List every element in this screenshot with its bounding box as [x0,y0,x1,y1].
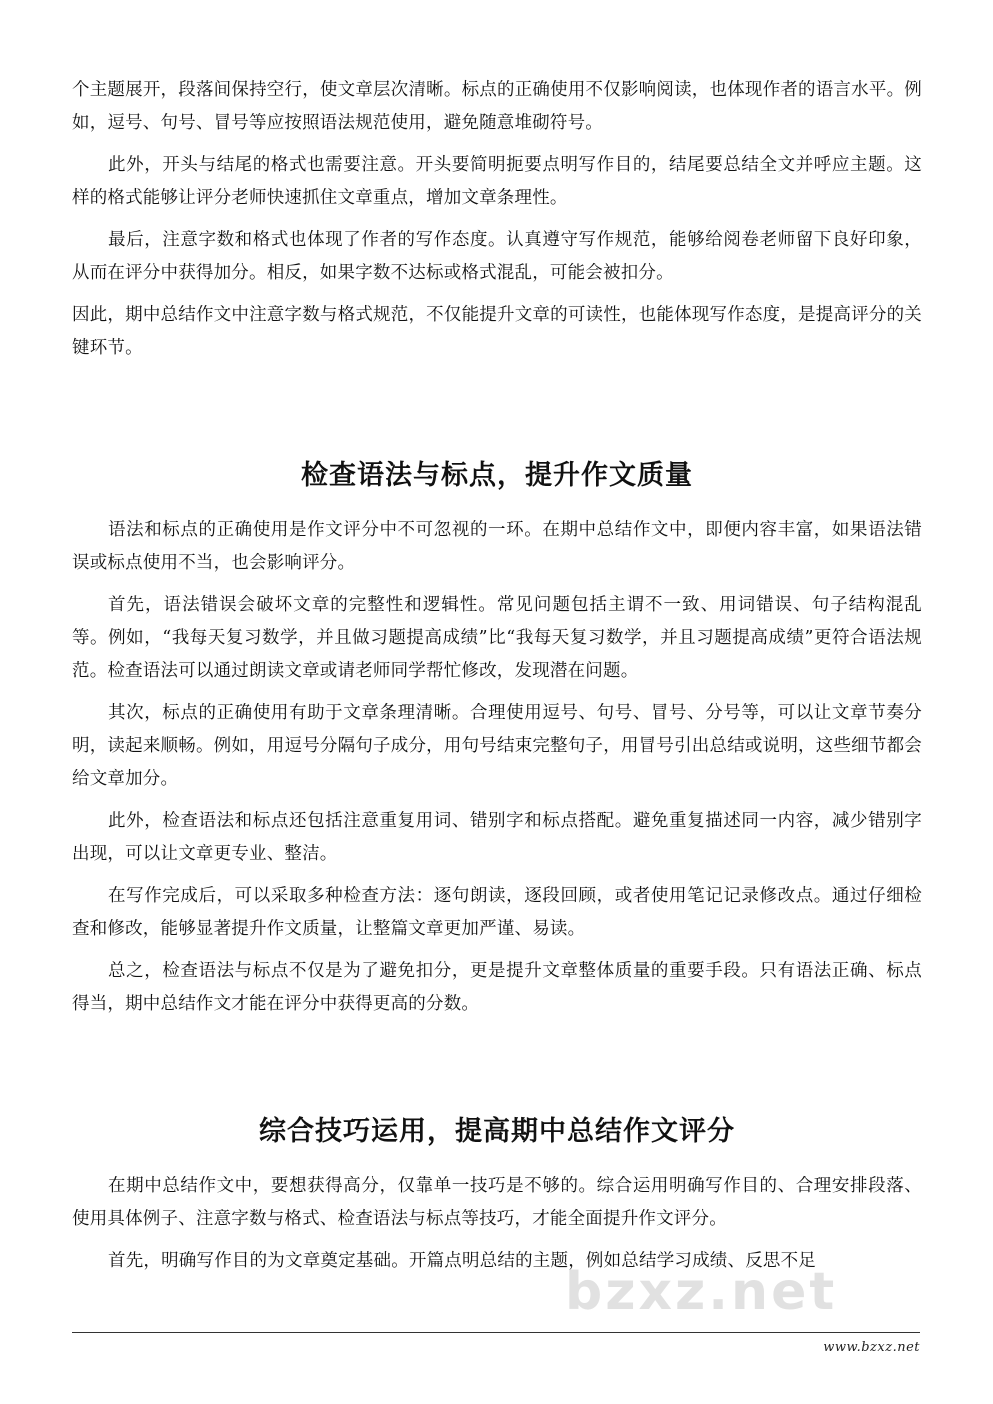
section1-paragraph-3: 其次，标点的正确使用有助于文章条理清晰。合理使用逗号、句号、冒号、分号等，可以让文章节奏分明，读起来顺畅。例如，用逗号分隔句子成分，用句号结束完整句子，用冒号引出总结或说明，这些细节都会给文章加分。 [72,703,922,789]
intro-paragraph-1: 个主题展开，段落间保持空行，使文章层次清晰。标点的正确使用不仅影响阅读，也体现作者的语言水平。例如，逗号、句号、冒号等应按照语法规范使用，避免随意堆砌符号。 [72,80,922,133]
intro-paragraph-4: 因此，期中总结作文中注意字数与格式规范，不仅能提升文章的可读性，也能体现写作态度，是提高评分的关键环节。 [72,305,922,358]
section1-paragraph-1: 语法和标点的正确使用是作文评分中不可忽视的一环。在期中总结作文中，即便内容丰富，如果语法错误或标点使用不当，也会影响评分。 [72,520,922,573]
footer-divider [72,1332,920,1333]
intro-paragraph-3: 最后，注意字数和格式也体现了作者的写作态度。认真遵守写作规范，能够给阅卷老师留下良好印象，从而在评分中获得加分。相反，如果字数不达标或格式混乱，可能会被扣分。 [72,230,922,283]
document-page [72,74,922,1287]
footer-url: www.bzxz.net [823,1340,920,1355]
section1-paragraph-2: 首先，语法错误会破坏文章的完整性和逻辑性。常见问题包括主谓不一致、用词错误、句子结构混乱等。例如，“我每天复习数学，并且做习题提高成绩”比“我每天复习数学，并且习题提高成绩”更符合语法规范。检查语法可以通过朗读文章或请老师同学帮忙修改，发现潜在问题。 [72,595,922,681]
section-heading-grammar: 检查语法与标点，提升作文质量 [301,460,693,491]
site-watermark: bzxz.net [565,1262,838,1322]
section1-paragraph-6: 总之，检查语法与标点不仅是为了避免扣分，更是提升文章整体质量的重要手段。只有语法正确、标点得当，期中总结作文才能在评分中获得更高的分数。 [72,961,922,1014]
section2-paragraph-2: 首先，明确写作目的为文章奠定基础。开篇点明总结的主题，例如总结学习成绩、反思不足 [108,1251,816,1271]
intro-paragraph-2: 此外，开头与结尾的格式也需要注意。开头要简明扼要点明写作目的，结尾要总结全文并呼应主题。这样的格式能够让评分老师快速抓住文章重点，增加文章条理性。 [72,155,922,208]
section1-paragraph-4: 此外，检查语法和标点还包括注意重复用词、错别字和标点搭配。避免重复描述同一内容，减少错别字出现，可以让文章更专业、整洁。 [72,811,922,864]
section-heading-techniques: 综合技巧运用，提高期中总结作文评分 [259,1116,735,1147]
section2-paragraph-1: 在期中总结作文中，要想获得高分，仅靠单一技巧是不够的。综合运用明确写作目的、合理安排段落、使用具体例子、注意字数与格式、检查语法与标点等技巧，才能全面提升作文评分。 [72,1176,922,1229]
section1-paragraph-5: 在写作完成后，可以采取多种检查方法：逐句朗读，逐段回顾，或者使用笔记记录修改点。通过仔细检查和修改，能够显著提升作文质量，让整篇文章更加严谨、易读。 [72,886,922,939]
